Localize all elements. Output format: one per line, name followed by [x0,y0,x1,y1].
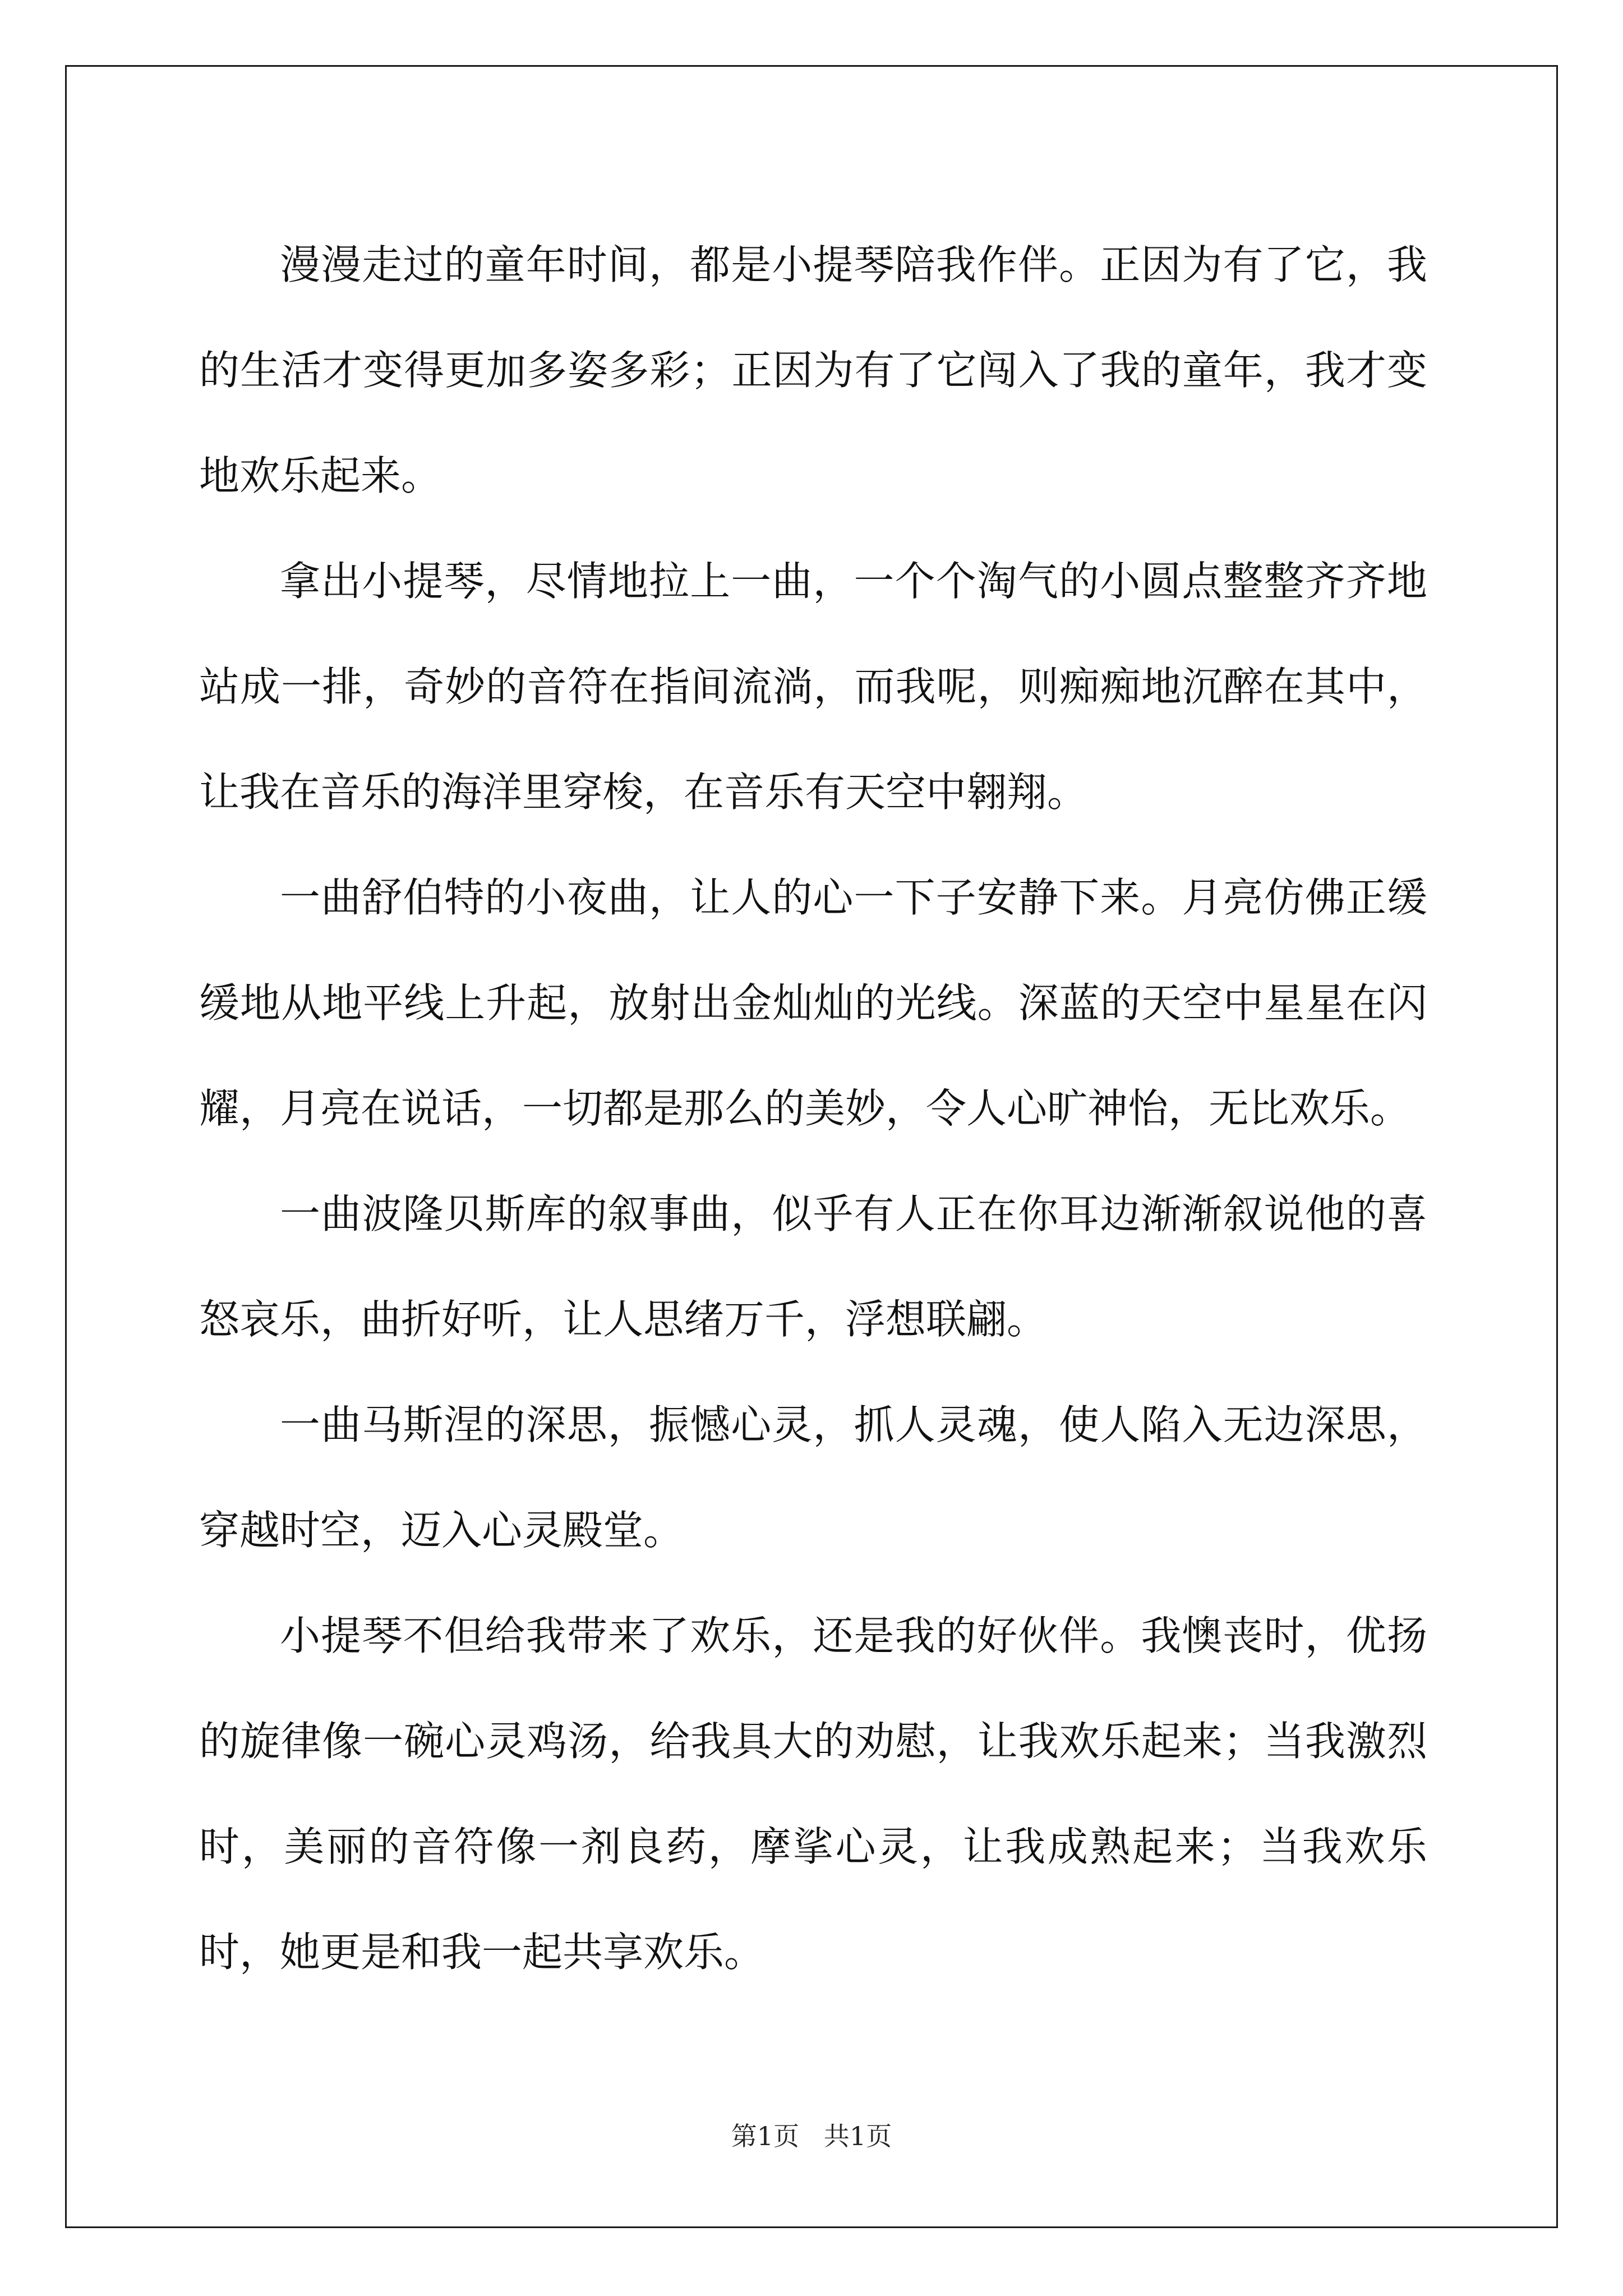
paragraph-1: 漫漫走过的童年时间，都是小提琴陪我作伴。正因为有了它，我的生活才变得更加多姿多彩；正因为有了它闯入了我的童年，我才变地欢乐起来。 [199,241,1427,499]
paragraph-6: 小提琴不但给我带来了欢乐，还是我的好伙伴。我懊丧时，优扬的旋律像一碗心灵鸡汤，给我具大的劝慰，让我欢乐起来；当我激烈时，美丽的音符像一剂良药，摩挲心灵，让我成熟起来；当我欢乐时，她更是和我一起共享欢乐。 [199,1612,1427,1976]
document-body [199,212,1427,2005]
paragraph-2: 拿出小提琴，尽情地拉上一曲，一个个淘气的小圆点整整齐齐地站成一排，奇妙的音符在指间流淌，而我呢，则痴痴地沉醉在其中，让我在音乐的海洋里穿梭，在音乐有天空中翱翔。 [199,558,1427,816]
paragraph-5: 一曲马斯涅的深思，振憾心灵，抓人灵魂，使人陷入无边深思，穿越时空，迈入心灵殿堂。 [199,1401,1427,1554]
paragraph-3: 一曲舒伯特的小夜曲，让人的心一下子安静下来。月亮仿佛正缓缓地从地平线上升起，放射出金灿灿的光线。深蓝的天空中星星在闪耀，月亮在说话，一切都是那么的美妙，令人心旷神怡，无比欢乐。 [199,874,1427,1132]
page-footer: 第1页 共1页 [731,2121,892,2151]
paragraph-4: 一曲波隆贝斯库的叙事曲，似乎有人正在你耳边渐渐叙说他的喜怒哀乐，曲折好听，让人思绪万千，浮想联翩。 [199,1190,1427,1343]
